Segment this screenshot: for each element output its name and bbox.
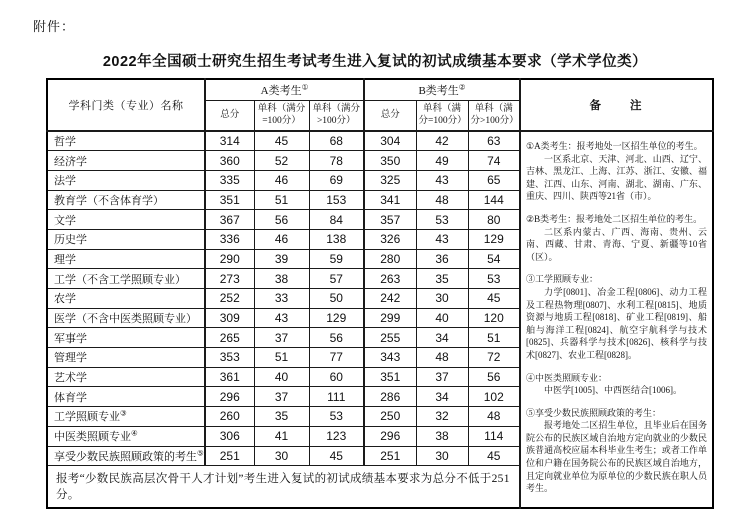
remark-paragraph: 二区系内蒙古、广西、海南、贵州、云南、西藏、甘肃、青海、宁夏、新疆等10省（区）。 [526,226,707,262]
score-cell: 77 [309,348,364,368]
score-cell: 40 [416,308,468,328]
score-cell: 260 [205,407,254,427]
score-cell: 153 [309,190,364,210]
score-cell: 144 [468,190,520,210]
score-cell: 56 [254,210,309,230]
score-cell: 341 [364,190,416,210]
score-cell: 299 [364,308,416,328]
page-title: 2022年全国硕士研究生招生考试考生进入复试的初试成绩基本要求（学术学位类） [102,54,648,70]
score-cell: 46 [254,170,309,190]
subject-cell: 军事学 [47,328,205,348]
col-header-remarks: 备 注 [520,79,713,131]
score-cell: 123 [309,426,364,446]
col-header-b-total: 总分 [364,100,416,131]
score-cell: 69 [309,170,364,190]
score-cell: 78 [309,151,364,171]
col-header-subject: 学科门类（专业）名称 [47,79,205,131]
score-cell: 280 [364,249,416,269]
score-cell: 351 [205,190,254,210]
subject-cell: 工学照顾专业③ [47,407,205,427]
score-cell: 304 [364,131,416,151]
subject-cell: 哲学 [47,131,205,151]
score-cell: 30 [416,446,468,466]
score-cell: 37 [254,387,309,407]
subject-cell: 艺术学 [47,367,205,387]
score-cell: 45 [309,446,364,466]
col-header-group-a [205,79,364,100]
score-cell: 350 [364,151,416,171]
subject-cell: 享受少数民族照顾政策的考生⑤ [47,446,205,466]
score-cell: 50 [309,289,364,309]
remark-paragraph: 中医学[1005]、中西医结合[1006]。 [544,385,682,396]
score-cell: 38 [416,426,468,446]
score-cell: 251 [364,446,416,466]
score-cell: 59 [309,249,364,269]
score-cell: 314 [205,131,254,151]
footnote-ref-5: ⑤ [197,448,204,458]
score-cell: 52 [254,151,309,171]
subject-cell: 农学 [47,289,205,309]
col-header-a-single-over100: 单科（满分>100分） [309,100,364,131]
score-cell: 65 [468,170,520,190]
score-cell: 250 [364,407,416,427]
score-cell: 49 [416,151,468,171]
score-cell: 35 [416,269,468,289]
score-cell: 48 [416,348,468,368]
score-cell: 48 [468,407,520,427]
score-cell: 111 [309,387,364,407]
score-cell: 36 [416,249,468,269]
score-cell: 357 [364,210,416,230]
subject-cell: 教育学（不含体育学） [47,190,205,210]
score-cell: 32 [416,407,468,427]
score-cell: 34 [416,387,468,407]
col-header-a-total: 总分 [205,100,254,131]
remark-paragraph: ②B类考生：报考地处二区招生单位的考生。 [526,213,703,224]
score-cell: 102 [468,387,520,407]
score-cell: 57 [309,269,364,289]
subject-cell: 法学 [47,170,205,190]
score-cell: 38 [254,269,309,289]
footnote-ref-3: ③ [120,408,127,418]
score-cell: 30 [254,446,309,466]
score-cell: 296 [205,387,254,407]
score-cell: 51 [254,348,309,368]
score-cell: 353 [205,348,254,368]
score-cell: 54 [468,249,520,269]
score-cell: 325 [364,170,416,190]
score-cell: 60 [309,367,364,387]
score-cell: 286 [364,387,416,407]
score-cell: 35 [254,407,309,427]
score-cell: 120 [468,308,520,328]
score-cell: 114 [468,426,520,446]
score-cell: 84 [309,210,364,230]
score-cell: 242 [364,289,416,309]
score-cell: 252 [205,289,254,309]
score-cell: 53 [416,210,468,230]
score-cell: 43 [254,308,309,328]
score-cell: 40 [254,367,309,387]
score-cell: 273 [205,269,254,289]
score-cell: 265 [205,328,254,348]
score-cell: 367 [205,210,254,230]
score-cell: 343 [364,348,416,368]
group-b-label: B类考生 [418,84,459,97]
score-cell: 56 [309,328,364,348]
remark-paragraph: 一区系北京、天津、河北、山西、辽宁、吉林、黑龙江、上海、江苏、浙江、安徽、福建、江西、山东、河南、湖北、湖南、广东、重庆、四川、陕西等21省（市）。 [526,153,707,202]
score-cell: 53 [468,269,520,289]
score-cell: 361 [205,367,254,387]
subject-cell: 医学（不含中医类照顾专业） [47,308,205,328]
score-cell: 56 [468,367,520,387]
score-cell: 51 [254,190,309,210]
score-cell: 251 [205,446,254,466]
score-cell: 45 [468,289,520,309]
subject-cell: 体育学 [47,387,205,407]
score-cell: 51 [468,328,520,348]
score-cell: 326 [364,229,416,249]
remark-paragraph: ①A类考生：报考地处一区招生单位的考生。 [526,141,703,151]
subject-cell: 经济学 [47,151,205,171]
score-cell: 263 [364,269,416,289]
score-cell: 34 [416,328,468,348]
table-row [47,131,713,151]
attachment-label: 附件： [33,19,76,34]
score-cell: 255 [364,328,416,348]
score-cell: 335 [205,170,254,190]
score-cell: 129 [468,229,520,249]
score-cell: 290 [205,249,254,269]
score-cell: 80 [468,210,520,230]
score-requirements-table [46,78,714,509]
score-cell: 46 [254,229,309,249]
subject-cell: 管理学 [47,348,205,368]
score-cell: 129 [309,308,364,328]
score-cell: 45 [254,131,309,151]
score-cell: 72 [468,348,520,368]
score-cell: 30 [416,289,468,309]
score-cell: 68 [309,131,364,151]
score-cell: 39 [254,249,309,269]
score-cell: 63 [468,131,520,151]
score-cell: 41 [254,426,309,446]
score-cell: 74 [468,151,520,171]
score-cell: 296 [364,426,416,446]
score-cell: 37 [416,367,468,387]
score-cell: 43 [416,229,468,249]
score-cell: 48 [416,190,468,210]
score-cell: 33 [254,289,309,309]
remark-paragraph: 报考地处二区招生单位，且毕业后在国务院公布的民族区域自治地方定向就业的少数民族普通高校应届本科毕业生考生；或者工作单位和户籍在国务院公布的民族区域自治地方，且定向就业单位为原单位的少数民族在职人员考生。 [526,420,707,494]
remark-paragraph: ⑤享受少数民族照顾政策的考生： [526,407,662,418]
col-header-b-single-over100: 单科（满分>100分） [468,100,520,131]
col-header-group-b [364,79,520,100]
score-cell: 306 [205,426,254,446]
subject-cell: 文学 [47,210,205,230]
score-cell: 138 [309,229,364,249]
remark-paragraph: ③工学照顾专业： [526,274,599,285]
subject-cell: 工学（不含工学照顾专业） [47,269,205,289]
subject-cell: 理学 [47,249,205,269]
footnote-ref-1: ① [301,82,309,92]
subject-cell: 历史学 [47,229,205,249]
col-header-b-single100: 单科（满分=100分） [416,100,468,131]
score-cell: 43 [416,170,468,190]
score-cell: 53 [309,407,364,427]
score-cell: 336 [205,229,254,249]
remarks-cell [520,131,713,508]
score-cell: 351 [364,367,416,387]
col-header-a-single100: 单科（满分=100分） [254,100,309,131]
footnote-ref-2: ② [458,82,466,92]
score-cell: 360 [205,151,254,171]
score-cell: 45 [468,446,520,466]
footnote-ref-4: ④ [131,428,138,438]
subject-cell: 中医类照顾专业④ [47,426,205,446]
score-cell: 42 [416,131,468,151]
group-a-label: A类考生 [260,84,302,97]
footer-note: 报考“少数民族高层次骨干人才计划”考生进入复试的初试成绩基本要求为总分不低于251分。 [47,466,520,508]
score-cell: 37 [254,328,309,348]
remark-paragraph: 力学[0801]、冶金工程[0806]、动力工程及工程热物理[0807]、水利工程[0815]、地质资源与地质工程[0818]、矿业工程[0819]、船舶与海洋工程[0824]、航空宇航科学与技术[0825]、兵器科学与技术[0826]、核科学与技术[0827]、农业工程[0828]。 [526,286,707,360]
remark-paragraph: ④中医类照顾专业： [526,372,608,383]
score-cell: 309 [205,308,254,328]
